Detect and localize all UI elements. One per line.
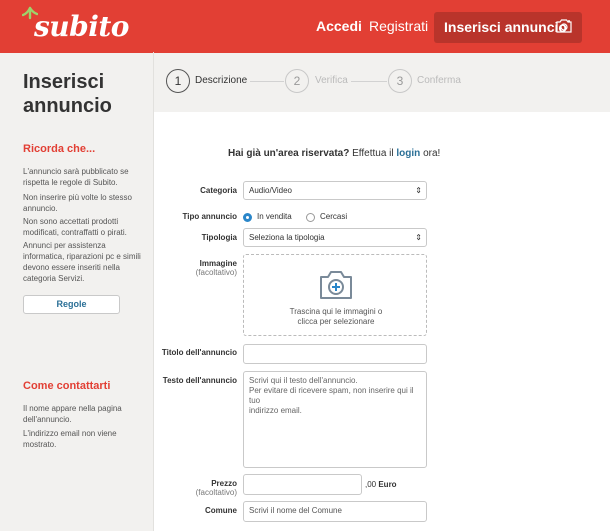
price-label: [153, 479, 237, 497]
price-currency: Euro: [376, 480, 397, 489]
image-label-text: Immagine: [199, 259, 237, 268]
page-title: Inserisci annuncio: [23, 71, 112, 117]
reminder-item: Non inserire più volte lo stesso annuncio.: [23, 193, 132, 213]
reminder-item: Annunci per assistenza informatica, riparazioni pc e simili devono essere inseriti nella categoria Servizi.: [23, 241, 141, 283]
description-textarea[interactable]: [243, 371, 427, 468]
reminder-item: Non sono accettati prodotti modificati, contraffatti o pirati.: [23, 217, 127, 237]
ad-type-label: Tipo annuncio: [182, 212, 237, 221]
camera-icon: [555, 18, 573, 34]
image-optional-text: (facoltativo): [195, 268, 237, 277]
typology-label: Tipologia: [201, 233, 237, 242]
dropzone-text: [244, 307, 428, 327]
price-suffix: [365, 480, 397, 489]
ad-type-wanted-radio[interactable]: [306, 213, 315, 222]
top-bar: [0, 0, 610, 53]
step-connector: [351, 81, 387, 82]
contact-item: L'indirizzo email non viene mostrato.: [23, 429, 117, 449]
category-select[interactable]: [243, 181, 427, 200]
price-label-text: Prezzo: [211, 479, 237, 488]
contact-item: Il nome appare nella pagina dell'annuncio.: [23, 404, 122, 424]
step-3-label: Conferma: [417, 75, 461, 86]
select-arrows-icon: ⇕: [415, 186, 422, 195]
login-prompt: [228, 148, 440, 159]
camera-add-icon: [318, 269, 354, 301]
dropzone-text-line: Trascina qui le immagini o: [289, 307, 383, 316]
step-1-label: Descrizione: [195, 75, 248, 86]
comune-input[interactable]: Scrivi il nome del Comune: [243, 501, 427, 522]
image-dropzone[interactable]: [243, 254, 427, 336]
progress-steps: [154, 53, 610, 111]
login-inline-link[interactable]: login: [396, 148, 421, 159]
select-arrows-icon: ⇕: [415, 233, 422, 242]
login-question: Hai già un'area riservata?: [228, 148, 350, 159]
title-input[interactable]: [243, 344, 427, 364]
typology-select[interactable]: [243, 228, 427, 247]
text-label: Testo dell'annuncio: [162, 376, 237, 385]
login-text-end: ora!: [420, 148, 441, 159]
price-cents: ,00: [365, 480, 377, 489]
textarea-placeholder-line: Scrivi qui il testo dell'annuncio.: [249, 376, 358, 385]
reminder-title: Ricorda che...: [23, 143, 96, 155]
category-value: Audio/Video: [249, 186, 292, 195]
step-1-number: 1: [166, 69, 190, 93]
step-connector: [250, 81, 284, 82]
reminder-item: L'annuncio sarà pubblicato se rispetta le regole di Subito.: [23, 167, 129, 187]
comune-label: Comune: [205, 506, 237, 515]
rules-button[interactable]: Regole: [23, 295, 120, 314]
post-ad-button[interactable]: [434, 12, 582, 43]
image-label: [153, 259, 237, 277]
dropzone-text-line: clicca per selezionare: [297, 317, 375, 326]
textarea-placeholder-line: Per evitare di ricevere spam, non inserire qui il tuo: [249, 386, 414, 405]
step-3-number: 3: [388, 69, 412, 93]
step-2-label: Verifica: [315, 75, 348, 86]
login-text: Effettua il: [349, 148, 397, 159]
price-input[interactable]: [243, 474, 362, 495]
contact-title: Come contattarti: [23, 380, 111, 392]
logo-text[interactable]: subito: [34, 10, 129, 43]
price-optional-text: (facoltativo): [195, 488, 237, 497]
textarea-placeholder-line: indirizzo email.: [249, 406, 302, 415]
step-2-number: 2: [285, 69, 309, 93]
register-link[interactable]: Registrati: [369, 18, 429, 34]
ad-type-wanted-label[interactable]: Cercasi: [320, 212, 348, 221]
title-label: Titolo dell'annuncio: [161, 348, 237, 357]
login-link[interactable]: Accedi: [316, 18, 362, 34]
typology-value: Seleziona la tipologia: [249, 233, 325, 242]
category-label: Categoria: [200, 186, 237, 195]
ad-type-sale-radio[interactable]: [243, 213, 252, 222]
post-ad-label: Inserisci annuncio: [444, 19, 567, 35]
ad-type-sale-label[interactable]: In vendita: [257, 212, 292, 221]
